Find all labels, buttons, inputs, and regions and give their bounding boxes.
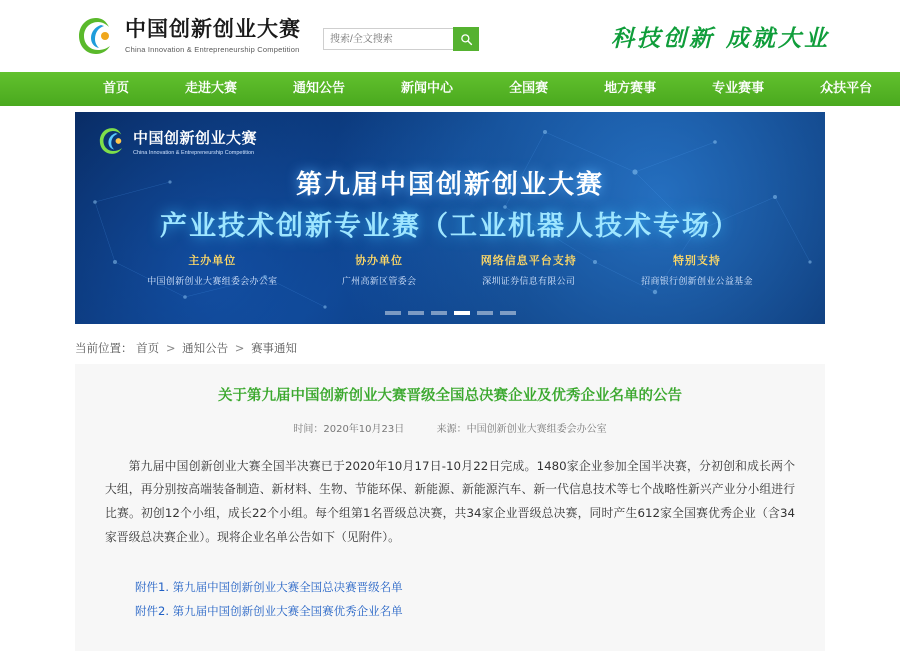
organizer-platform-value: 深圳证券信息有限公司 — [482, 277, 576, 287]
site-header — [0, 0, 900, 72]
organizer-support — [641, 252, 753, 287]
breadcrumb-separator-2: > — [234, 341, 245, 355]
site-logo[interactable] — [75, 15, 301, 57]
search-box[interactable] — [323, 27, 479, 51]
breadcrumb-item-competition-notice[interactable]: 赛事通知 — [251, 341, 298, 355]
breadcrumb — [75, 340, 825, 364]
article-meta — [105, 420, 795, 435]
organizer-coorganizer — [342, 252, 416, 287]
article-attachments — [105, 575, 795, 623]
attachment-link-2[interactable]: 附件2. 第九届中国创新创业大赛全国赛优秀企业名单 — [135, 604, 403, 619]
nav-item-news[interactable]: 新闻中心 — [401, 81, 454, 96]
banner-logo-title-en: China Innovation & Entrepreneurship Competition — [133, 149, 255, 156]
nav-item-about[interactable]: 走进大赛 — [185, 81, 238, 96]
banner-dot-2[interactable] — [408, 311, 424, 315]
organizer-platform-label: 网络信息平台支持 — [480, 254, 577, 267]
article-title: 关于第九届中国创新创业大赛晋级全国总决赛企业及优秀企业名单的公告 — [218, 388, 682, 404]
article-body: 第九届中国创新创业大赛全国半决赛已于2020年10月17日-10月22日完成。1480家企业参加全国半决赛，分初创和成长两个大组，再分别按高端装备制造、新材料、生物、节能环保、新能源、新能源汽车、新一代信息技术等七个战略性新兴产业分小组进行比赛。初创12个小组，成长22个小组。每个组第1名晋级总决赛，共34家企业晋级总决赛，同时产生612家全国赛优秀企业（含34家晋级总决赛企业）。现将企业名单公告如下（见附件）。 — [105, 458, 795, 544]
organizer-host — [147, 252, 277, 287]
nav-item-national[interactable]: 全国赛 — [509, 81, 549, 96]
nav-item-pro[interactable]: 专业赛事 — [712, 81, 765, 96]
banner-dot-3[interactable] — [431, 311, 447, 315]
main-nav — [0, 72, 900, 106]
competition-logo-icon — [75, 15, 117, 57]
breadcrumb-prefix: 当前位置： — [75, 341, 133, 355]
article-panel — [75, 364, 825, 651]
banner-dot-1[interactable] — [385, 311, 401, 315]
banner-dot-6[interactable] — [500, 311, 516, 315]
organizer-coorganizer-value: 广州高新区管委会 — [341, 277, 417, 287]
banner-organizers — [75, 252, 825, 287]
organizer-support-value: 招商银行创新创业公益基金 — [641, 277, 753, 287]
nav-item-crowd[interactable]: 众扶平台 — [820, 81, 873, 96]
banner-logo — [97, 126, 257, 156]
search-icon — [460, 33, 473, 46]
banner-dot-5[interactable] — [477, 311, 493, 315]
breadcrumb-item-home[interactable]: 首页 — [136, 341, 160, 355]
banner-title-line2: 产业技术创新专业赛（工业机器人技术专场） — [160, 211, 740, 242]
logo-title-cn: 中国创新创业大赛 — [125, 17, 301, 42]
banner-title-line1: 第九届中国创新创业大赛 — [295, 170, 604, 200]
article-source-value: 中国创新创业大赛组委会办公室 — [466, 423, 607, 435]
breadcrumb-item-notices[interactable]: 通知公告 — [182, 341, 229, 355]
article-time-label: 时间： — [293, 423, 324, 435]
hero-banner[interactable] — [75, 112, 825, 324]
article-time-value: 2020年10月23日 — [323, 423, 405, 435]
nav-item-notices[interactable]: 通知公告 — [293, 81, 346, 96]
article-source-label: 来源： — [436, 423, 467, 435]
organizer-host-label: 主办单位 — [188, 254, 237, 267]
banner-pagination[interactable] — [75, 311, 825, 315]
banner-competition-logo-icon — [97, 126, 127, 156]
attachment-link-1[interactable]: 附件1. 第九届中国创新创业大赛全国总决赛晋级名单 — [135, 580, 403, 595]
search-input[interactable] — [323, 28, 453, 50]
search-button[interactable] — [453, 27, 479, 51]
logo-title-en: China Innovation & Entrepreneurship Competition — [125, 44, 300, 54]
organizer-support-label: 特别支持 — [672, 254, 721, 267]
breadcrumb-separator-1: > — [165, 341, 176, 355]
banner-logo-title-cn: 中国创新创业大赛 — [133, 128, 258, 147]
organizer-host-value: 中国创新创业大赛组委会办公室 — [147, 277, 278, 287]
nav-item-local[interactable]: 地方赛事 — [604, 81, 657, 96]
nav-item-home[interactable]: 首页 — [103, 81, 130, 96]
organizer-coorganizer-label: 协办单位 — [355, 254, 404, 267]
site-slogan: 科技创新 成就大业 — [610, 25, 830, 52]
banner-dot-4[interactable] — [454, 311, 470, 315]
organizer-platform — [481, 252, 577, 287]
